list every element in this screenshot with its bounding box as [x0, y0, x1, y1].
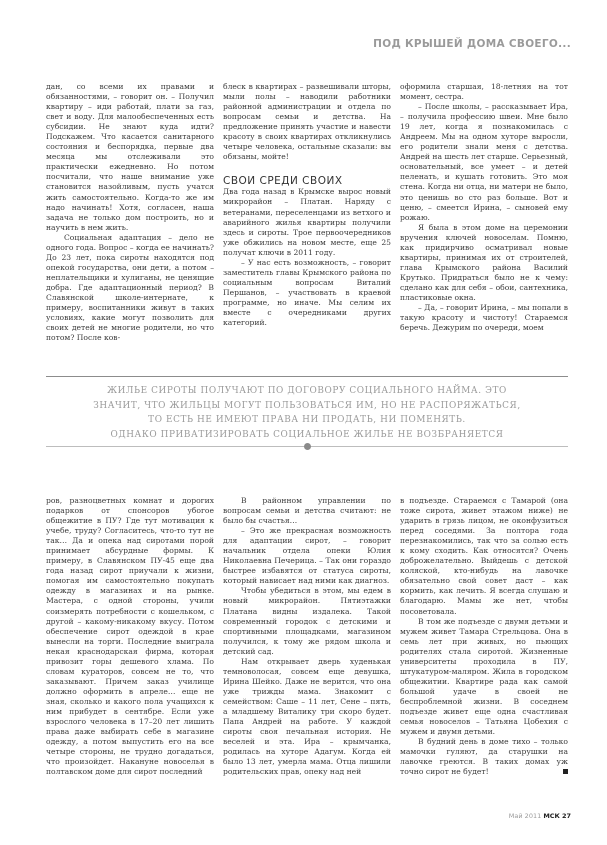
paragraph: ров, разноцветных комнат и дорогих подарков от спонсоров убогое общежитие в ПУ? Где тут мотивация к учебе, труду? Согласитесь, что-то тут не так… Да и опека над сиротами порой принимает абсурдные формы. К примеру, в Славянском ПУ-45 еще два года назад сирот приучали к жизни, помогая им самостоятельно покупать одежду в магазинах и на рынке. Мастера, с одной стороны, учили соизмерять потребности с кошельком, с другой – какому-никакому вкусу. Потом обеспечение сирот одеждой в крае вынесли на торги. Последние выиграла некая краснодарская фирма, которая привозит горы дешевого хлама. По словам кураторов, совсем не то, что заказывают. Причем заказ училище должно оформить в апреле… еще не зная, сколько и какого пола учащихся к ним прибудет в сентябре. Если уже взрослого человека в 17–20 лет лишить права даже выбирать себе в магазине одежду, а потом выпустить его на все четыре стороны, не трудно догадаться, что произойдет. Накануне новоселья в полтавском доме для сирот последний — [46, 496, 214, 777]
paragraph: В районном управлении по вопросам семьи и детства считают: не было бы счастья… — [223, 496, 391, 526]
pull-quote-line: ЖИЛЬЕ СИРОТЫ ПОЛУЧАЮТ ПО ДОГОВОРУ СОЦИАЛЬНОГО НАЙМА. ЭТО — [107, 386, 507, 396]
paragraph — [400, 737, 568, 777]
issue-date: Май 2011 — [508, 812, 542, 820]
top-column-2 — [223, 82, 391, 343]
bottom-column-2 — [223, 496, 391, 777]
paragraph-text: В будний день в доме тихо – только мамочки гуляют, да старушки на лавочке греются. В таких домах уж точно сирот не будет! — [400, 737, 568, 777]
paragraph: Я была в этом доме на церемонии вручения ключей новоселам. Помню, как придирчиво осматривал новые квартиры, принимая их от строителей, глава Крымского района Василий Крутько. Придраться было не к чему: сделано как для себя – обои, сантехника, пластиковые окна. — [400, 222, 568, 302]
paragraph: дан, со всеми их правами и обязанностями, – говорит он. – Получил квартиру – иди работай, плати за газ, свет и воду. Для малообеспеченных есть субсидии. Не знают куда идти? Подскажем. Что касается санитарного состояния и беспорядка, первые два месяца мы отслеживали это практически ежедневно. Но потом посчитали, что наше внимание уже становится назойливым, пусть учатся жить самостоятельно. Когда-то же им надо начинать! Хотя, согласен, наша задача не только дом построить, но и научить в нем жить. — [46, 82, 214, 232]
page-footer — [509, 812, 571, 820]
pull-quote-text — [46, 377, 568, 446]
top-columns — [46, 82, 568, 343]
paragraph: в подъезде. Стараемся с Тамарой (она тоже сирота, живет этажом ниже) не ударить в грязь лицом, не оконфузиться перед соседями. За полтора года перезнакомились, так что за солью есть к кому сходить. Как относятся? Очень доброжелательно. Выйдешь с детской коляской, кто-нибудь на лавочке обязательно свой совет даст – как кормить, как лечить. Я всегда слушаю и благодарю. Мамы же нет, чтобы посоветовала. — [400, 496, 568, 616]
paragraph: – После школы, – рассказывает Ира, – получила профессию швеи. Мне было 19 лет, когда я познакомилась с Андреем. Мы на одном хуторе выросли, его родители знали меня с детства. Андрей на шесть лет старше. Серьезный, основательный, все умеет – и детей пеленать, и кушать готовить. Это моя стена. Когда ни отца, ни матери не было, это ценишь во сто раз больше. Вот и ценю, – смеется Ирина, – сыновей ему рожаю. — [400, 102, 568, 222]
end-of-article-icon — [563, 769, 568, 774]
page-number: 27 — [561, 812, 571, 820]
pull-quote — [46, 376, 568, 447]
pull-quote-bottom-rule — [46, 446, 568, 447]
bottom-columns — [46, 496, 568, 777]
pull-quote-line: ТО ЕСТЬ НЕ ИМЕЮТ ПРАВА НИ ПРОДАТЬ, НИ ПОМЕНЯТЬ. — [148, 415, 466, 426]
paragraph: – Да, – говорит Ирина, – мы попали в такую красоту и чистоту! Стараемся беречь. Дежурим по очереди, моем — [400, 303, 568, 333]
paragraph: В том же подъезде с двумя детьми и мужем живет Тамара Стрельцова. Она в семь лет при живых, но пьющих родителях стала сиротой. Жизненные университеты проходила в ПУ, штукатуром-маляром. Жила в городском общежитии. Квартире рада как самой большой удаче в своей не беспроблемной жизни. В соседнем подъезде живет еще одна счастливая семья новоселов – Татьяна Цобехия с мужем и двумя детьми. — [400, 616, 568, 737]
pull-quote-line: ОДНАКО ПРИВАТИЗИРОВАТЬ СОЦИАЛЬНОЕ ЖИЛЬЕ НЕ ВОЗБРАНЯЕТСЯ — [110, 429, 504, 440]
paragraph: Нам открывает дверь худенькая темноволосая, совсем еще девушка, Ирина Шейко. Даже не верится, что она уже трижды мама. Знакомит с семейством: Саше – 11 лет, Сене – пять, а младшему Виталику три скоро будет. Папа Андрей на работе. У каждой сироты своя печальная история. Не веселей и эта. Ира – крымчанка, родилась на хуторе Адагум. Когда ей было 13 лет, умерла мама. Отца лишили родительских прав, опеку над ней — [223, 656, 391, 777]
bottom-column-1 — [46, 496, 214, 777]
paragraph: Чтобы убедиться в этом, мы едем в новый микрорайон. Пятиэтажки Платана видны издалека. Такой современный городок с детскими и спортивными площадками, магазином получился, к тому же рядом школа и детский сад. — [223, 586, 391, 656]
section-subheading: СВОИ СРЕДИ СВОИХ — [223, 175, 343, 188]
top-column-3 — [400, 82, 568, 343]
bottom-column-3 — [400, 496, 568, 777]
top-column-1 — [46, 82, 214, 343]
magazine-name: МСК — [543, 812, 560, 820]
paragraph: блеск в квартирах – развешивали шторы, мыли полы – наводили работники районной администрации и отдела по вопросам семьи и детства. На предложение принять участие и навести красоту в своих квартирах откликнулись четыре человека, остальные сказали: вы обязаны, мойте! — [223, 82, 391, 162]
pull-quote-line: ЗНАЧИТ, ЧТО ЖИЛЬЦЫ МОГУТ ПОЛЬЗОВАТЬСЯ ИМ, НО НЕ РАСПОРЯЖАТЬСЯ, — [93, 400, 521, 411]
paragraph: Два года назад в Крымске вырос новый микрорайон – Платан. Наряду с ветеранами, переселенцами из ветхого и аварийного жилья квартиры получили здесь и сироты. Трое первоочередников уже обжились на новом месте, еще 25 получат ключи в 2011 году. — [223, 187, 391, 257]
paragraph: – У нас есть возможность, – говорит заместитель главы Крымского района по социальным вопросам Виталий Першанов, – участвовать в краевой программе, но иначе. Мы селим их вместе с очередниками других категорий. — [223, 257, 391, 328]
running-head: ПОД КРЫШЕЙ ДОМА СВОЕГО... — [373, 38, 571, 50]
paragraph: Социальная адаптация – дело не одного года. Вопрос – когда ее начинать? До 23 лет, пока сироты находятся под опекой государства, они дети, а потом – неплательщики и хулиганы, не ценящие добра. Где адаптационный период? В Славянской школе-интернате, к примеру, воспитанники живут в таких условиях, какие могут позволить для своих детей не многие родители, но что потом? После ков- — [46, 232, 214, 343]
paragraph: – Это же прекрасная возможность для адаптации сирот, – говорит начальник отдела опеки Юлия Николаевна Печерица. – Так они гораздо быстрее избавятся от статуса сироты, который нависает над ними как диагноз. — [223, 526, 391, 586]
dot-ornament-icon — [304, 443, 311, 450]
paragraph: оформила старшая, 18-летняя на тот момент, сестра. — [400, 82, 568, 102]
